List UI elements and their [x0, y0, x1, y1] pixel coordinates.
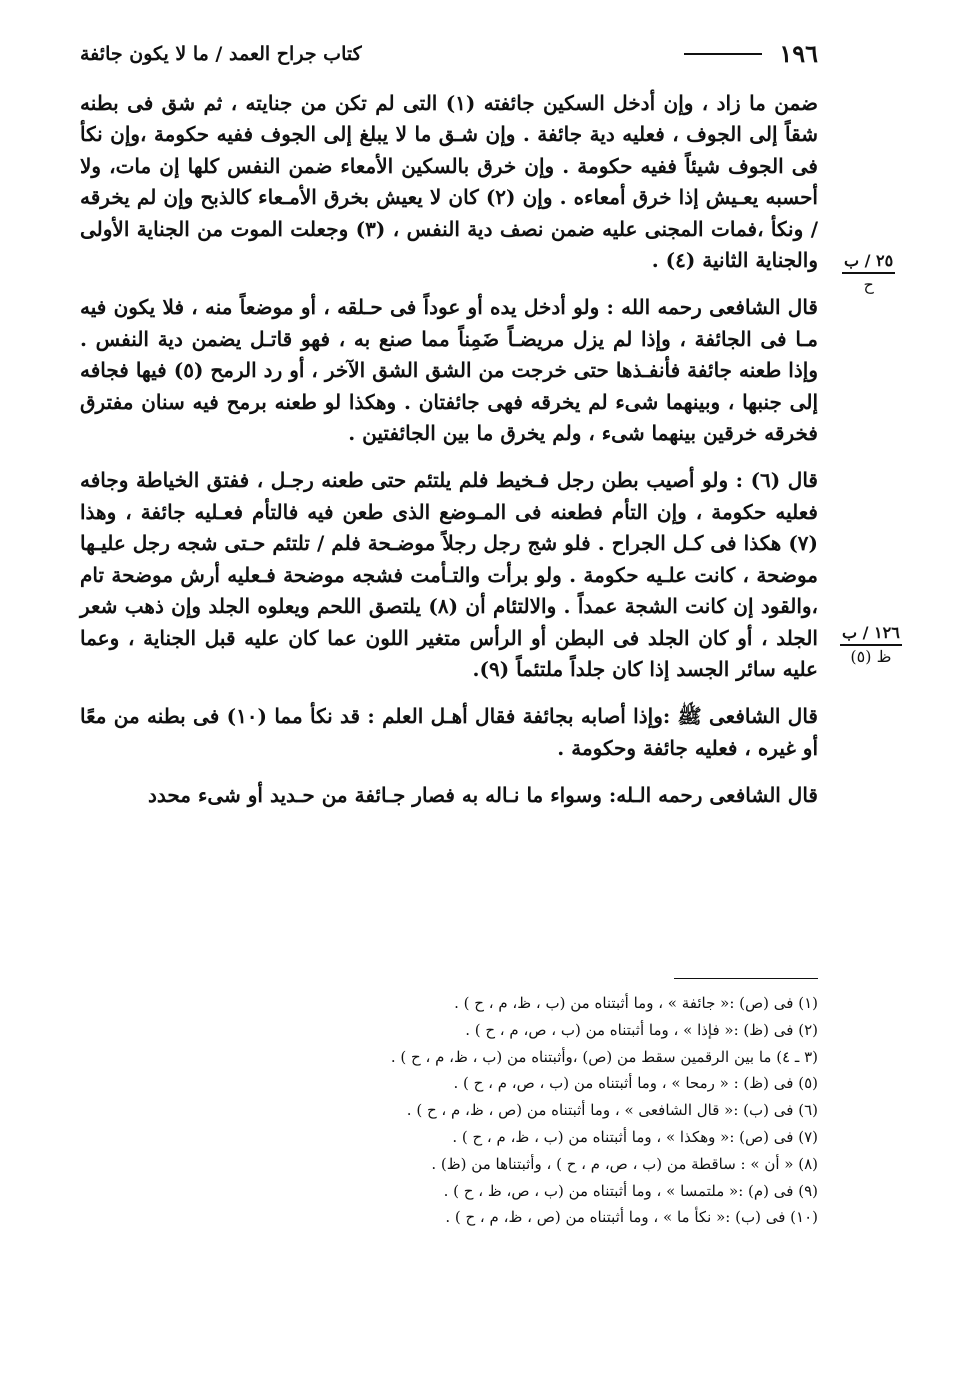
paragraph: [80, 701, 818, 764]
footnotes: [80, 990, 818, 1231]
margin-folio: ١٢٦ / ب: [840, 622, 902, 646]
margin-manuscript: ظ (٥): [850, 647, 892, 666]
running-header: [80, 34, 818, 74]
paragraph-text: : ولو أصيب بطن رجل فـخيط فلم يلتئم حتى طعنه رجـل ، ففتق الخياطة وجافه فعليه حكومة ، وإن التأم فطعنه فى المـوضع الذى طعن فيه فالتأم فعـليه جائفة ، وهذا (٧) هكذا فى كـل الجراح . فلو شج رجل رجلاً موضـحة فلم / تلتئم حـتى شجه رجل عليـها موضحة ، كانت علـيه حكومة . ولو برأت والتـأمت فشجه موضحة فـعليه أرش موضحة تام ،والقود إن كانت الشجة عمداً . والالتئام أن (٨) يلتصق اللحم ويعلوه الجلد وإن ذهب شعر الجلد ، أو كان الجلد فى البطن أو الرأس متغير اللون عما كان عليه قبل الجناية ، وعما عليه سائر الجسد إذا كان جلداً ملتئماً (٩).: [80, 468, 818, 681]
footnote-divider: [674, 978, 818, 979]
main-text: [80, 88, 818, 828]
paragraph-text: ضمن ما زاد ، وإن أدخل السكين جائفته (١) التى لم تكن من جنايته ، ثم شق فى بطنه شقاً إلى الجوف ، فعليه دية جائفة . وإن شـق ما لا يبلغ إلى الجوف ففيه حكومة ،وإن نكأ فى الجوف شيئاً ففيه حكومة . وإن خرق بالسكين الأمعاء ضمن النفس كلها إن مات، ولا أحسبه يعـيش إذا خرق أمعاءه . وإن (٢) كان لا يعيش بخرق الأمـعاء كالذبح وإن لم يخرقه / ونكأ ،فمات المجنى عليه ضمن نصف دية النفس ، (٣) وجعلت الموت من الجناية الأولى والجناية الثانية (٤) .: [80, 91, 819, 273]
footnote: (٢) فى (ظ) :« فإذا » ، وما أثبتناه من (ب ، ص، م ، ح ) .: [465, 1020, 818, 1039]
paragraph: [80, 465, 818, 685]
footnote: (٩) فى (م) :« ملتمسا » ، وما أثبتناه من (ب ، ص، ظ ، ح ) .: [443, 1181, 818, 1200]
footnote: (١٠) فى (ب) :« نكأ ما » ، وما أثبتناه من (ص ، ظ، م ، ح ) .: [445, 1208, 818, 1227]
book-title: كتاب جراح العمد / ما لا يكون جائفة: [80, 43, 362, 65]
header-rule: [684, 53, 762, 55]
margin-folio: ٢٥ / ب: [842, 250, 895, 274]
footnote: (٧) فى (ص) :« وهكذا » ، وما أثبتناه من (ب ، ظ، م ، ح ) .: [452, 1127, 818, 1146]
margin-note-folio-25b: [842, 250, 895, 296]
margin-manuscript: ح: [863, 275, 874, 294]
footnote: (٣ ـ ٤) ما بين الرقمين سقط من (ص) ،وأثبتناه من (ب ، ظ، م ، ح ) .: [390, 1047, 818, 1066]
footnote: (٨) « أن » : ساقطة من (ب ، ص، م ، ح ) ، وأثبتناها من (ظ) .: [431, 1154, 818, 1173]
speaker-label: قال الشافعى: [709, 783, 818, 808]
paragraph-text: رحمه الـله: وسواء ما نـاله به فصار جـائفة من حـديد أو شىء محدد: [147, 783, 703, 808]
footnote: (١) فى (ص) :« جائفة » ، وما أثبتناه من (ب ، ظ، م ، ح ) .: [454, 994, 818, 1012]
footnote: (٦) فى (ب) :« قال الشافعى » ، وما أثبتناه من (ص ، ظ، م ، ح ) .: [406, 1101, 818, 1120]
paragraph-text: ﷺ :وإذا أصابه بجائفة فقال أهـل العلم : قد نكأ مما (١٠) فى بطنه من معًا أو غيره ، فعليه جائفة وحكومة .: [80, 704, 818, 760]
paragraph: [80, 88, 818, 276]
speaker-label: قال الشافعى: [709, 295, 818, 320]
page-number: ١٩٦: [779, 39, 818, 68]
margin-note-folio-126b: [840, 622, 902, 668]
paragraph: [80, 292, 818, 449]
speaker-label: قال الشافعى: [709, 704, 818, 729]
paragraph: [80, 780, 818, 811]
footnote: (٥) فى (ظ) : « رمحا » ، وما أثبتناه من (ب ، ص، م ، ح ) .: [453, 1074, 818, 1093]
paragraph-text: رحمه الله : ولو أدخل يده أو عوداً فى حـلقه ، أو موضعاً منه ، فلا يكون فيه مـا فى الجائفة ، وإذا لم يزل مريضـاً ضَمِناً مما صنع به ، فهو قاتـل يضمن دية النفس . وإذا طعنه جائفة فأنفـذها حتى خرجت من الشق الشق الآخر ، أو رد الرمح (٥) فيها فجافه إلى جنبها ، وبينهما شىء لم يخرقه فهى جائفتان . وهكذا لو طعنه برمح فيه سنان مفترق فخرقه خرقين بينهما شىء ، ولم يخرق ما بين الجائفتين .: [80, 295, 818, 446]
speaker-label: قال (٦): [750, 468, 818, 493]
